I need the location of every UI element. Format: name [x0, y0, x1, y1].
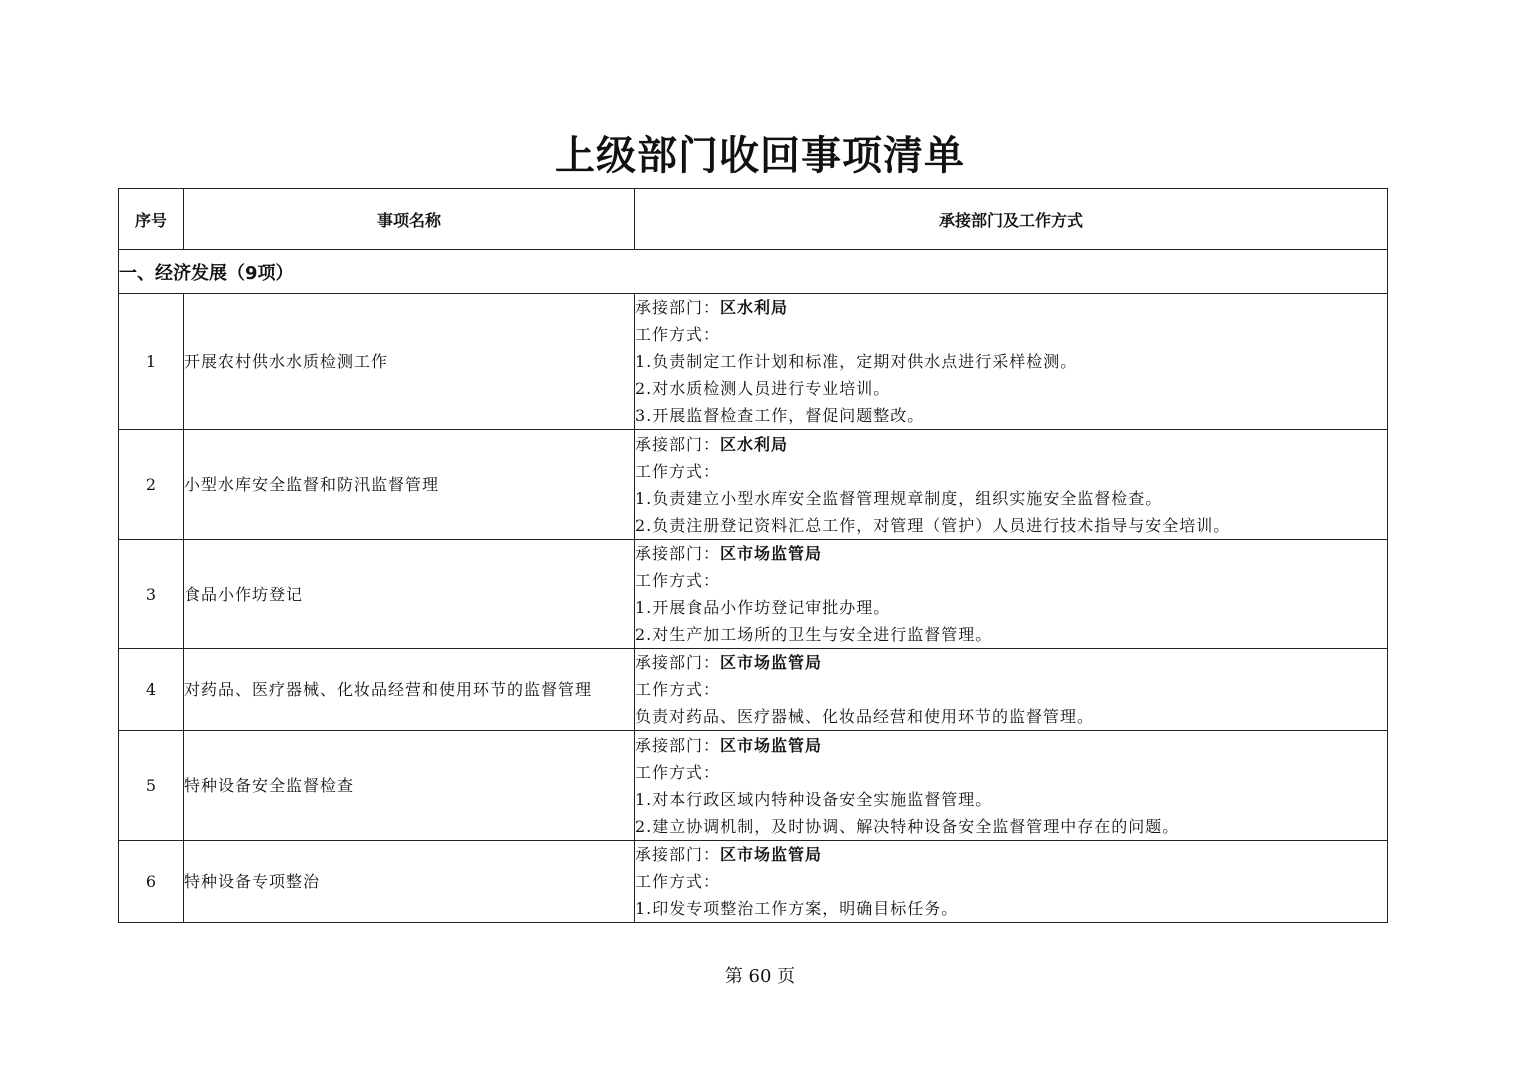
dept-name: 区市场监管局 [720, 653, 823, 672]
table-row [119, 540, 1388, 649]
method-label: 工作方式： [635, 325, 721, 344]
dept-cell [635, 294, 1388, 430]
row-number: 6 [119, 841, 184, 923]
dept-cell [635, 731, 1388, 841]
method-item: 负责对药品、医疗器械、化妆品经营和使用环节的监督管理。 [635, 707, 1095, 726]
dept-name: 区水利局 [720, 434, 789, 454]
method-item: 2.对水质检测人员进行专业培训。 [635, 379, 891, 398]
method-item: 1.负责制定工作计划和标准，定期对供水点进行采样检测。 [635, 352, 1078, 371]
matter-name: 对药品、医疗器械、化妆品经营和使用环节的监督管理 [184, 649, 635, 731]
row-number: 2 [119, 430, 184, 540]
row-number: 4 [119, 649, 184, 731]
method-label: 工作方式： [635, 872, 721, 891]
matter-name: 特种设备安全监督检查 [184, 731, 635, 841]
dept-label: 承接部门： [635, 298, 721, 317]
matter-name: 小型水库安全监督和防汛监督管理 [184, 430, 635, 540]
matter-name: 特种设备专项整治 [184, 841, 635, 923]
dept-label: 承接部门： [635, 544, 721, 563]
method-label: 工作方式： [635, 571, 721, 590]
dept-line [635, 294, 1387, 321]
method-item: 1.对本行政区域内特种设备安全实施监督管理。 [635, 789, 993, 809]
dept-line [635, 540, 1387, 567]
header-dept: 承接部门及工作方式 [635, 189, 1388, 250]
dept-name: 区市场监管局 [720, 544, 823, 563]
method-item: 2.对生产加工场所的卫生与安全进行监督管理。 [635, 625, 993, 644]
page-number: 第 60 页 [724, 966, 796, 987]
matter-name: 食品小作坊登记 [184, 540, 635, 649]
method-item: 3.开展监督检查工作，督促问题整改。 [635, 406, 925, 425]
dept-name: 区市场监管局 [720, 845, 823, 864]
row-number: 3 [119, 540, 184, 649]
method-label: 工作方式： [635, 461, 721, 481]
table-row [119, 841, 1388, 923]
method-item: 2.负责注册登记资料汇总工作，对管理（管护）人员进行技术指导与安全培训。 [635, 515, 1231, 535]
dept-cell [635, 649, 1388, 731]
table-row [119, 731, 1388, 841]
table-row [119, 294, 1388, 430]
dept-label: 承接部门： [635, 434, 721, 454]
dept-line [635, 431, 1387, 458]
row-number: 1 [119, 294, 184, 430]
table-header-row [119, 189, 1388, 250]
dept-cell [635, 841, 1388, 923]
method-item: 1.负责建立小型水库安全监督管理规章制度，组织实施安全监督检查。 [635, 488, 1163, 508]
section-row [119, 250, 1388, 294]
method-item: 1.印发专项整治工作方案，明确目标任务。 [635, 899, 959, 918]
dept-line [635, 841, 1387, 868]
dept-label: 承接部门： [635, 653, 721, 672]
dept-cell [635, 430, 1388, 540]
header-name: 事项名称 [184, 189, 635, 250]
method-item: 2.建立协调机制，及时协调、解决特种设备安全监督管理中存在的问题。 [635, 816, 1180, 836]
section-title: 一、经济发展（9项） [119, 250, 1388, 294]
dept-label: 承接部门： [635, 735, 721, 755]
method-label: 工作方式： [635, 762, 721, 782]
dept-name: 区水利局 [720, 298, 789, 317]
dept-name: 区市场监管局 [720, 735, 823, 755]
row-number: 5 [119, 731, 184, 841]
dept-label: 承接部门： [635, 845, 721, 864]
dept-line [635, 649, 1387, 676]
matter-name: 开展农村供水水质检测工作 [184, 294, 635, 430]
method-label: 工作方式： [635, 680, 721, 699]
table-row [119, 430, 1388, 540]
dept-line [635, 732, 1387, 759]
dept-cell [635, 540, 1388, 649]
method-item: 1.开展食品小作坊登记审批办理。 [635, 598, 891, 617]
matters-table [118, 188, 1388, 923]
header-no: 序号 [119, 189, 184, 250]
table-row [119, 649, 1388, 731]
document-title: 上级部门收回事项清单 [555, 132, 965, 179]
